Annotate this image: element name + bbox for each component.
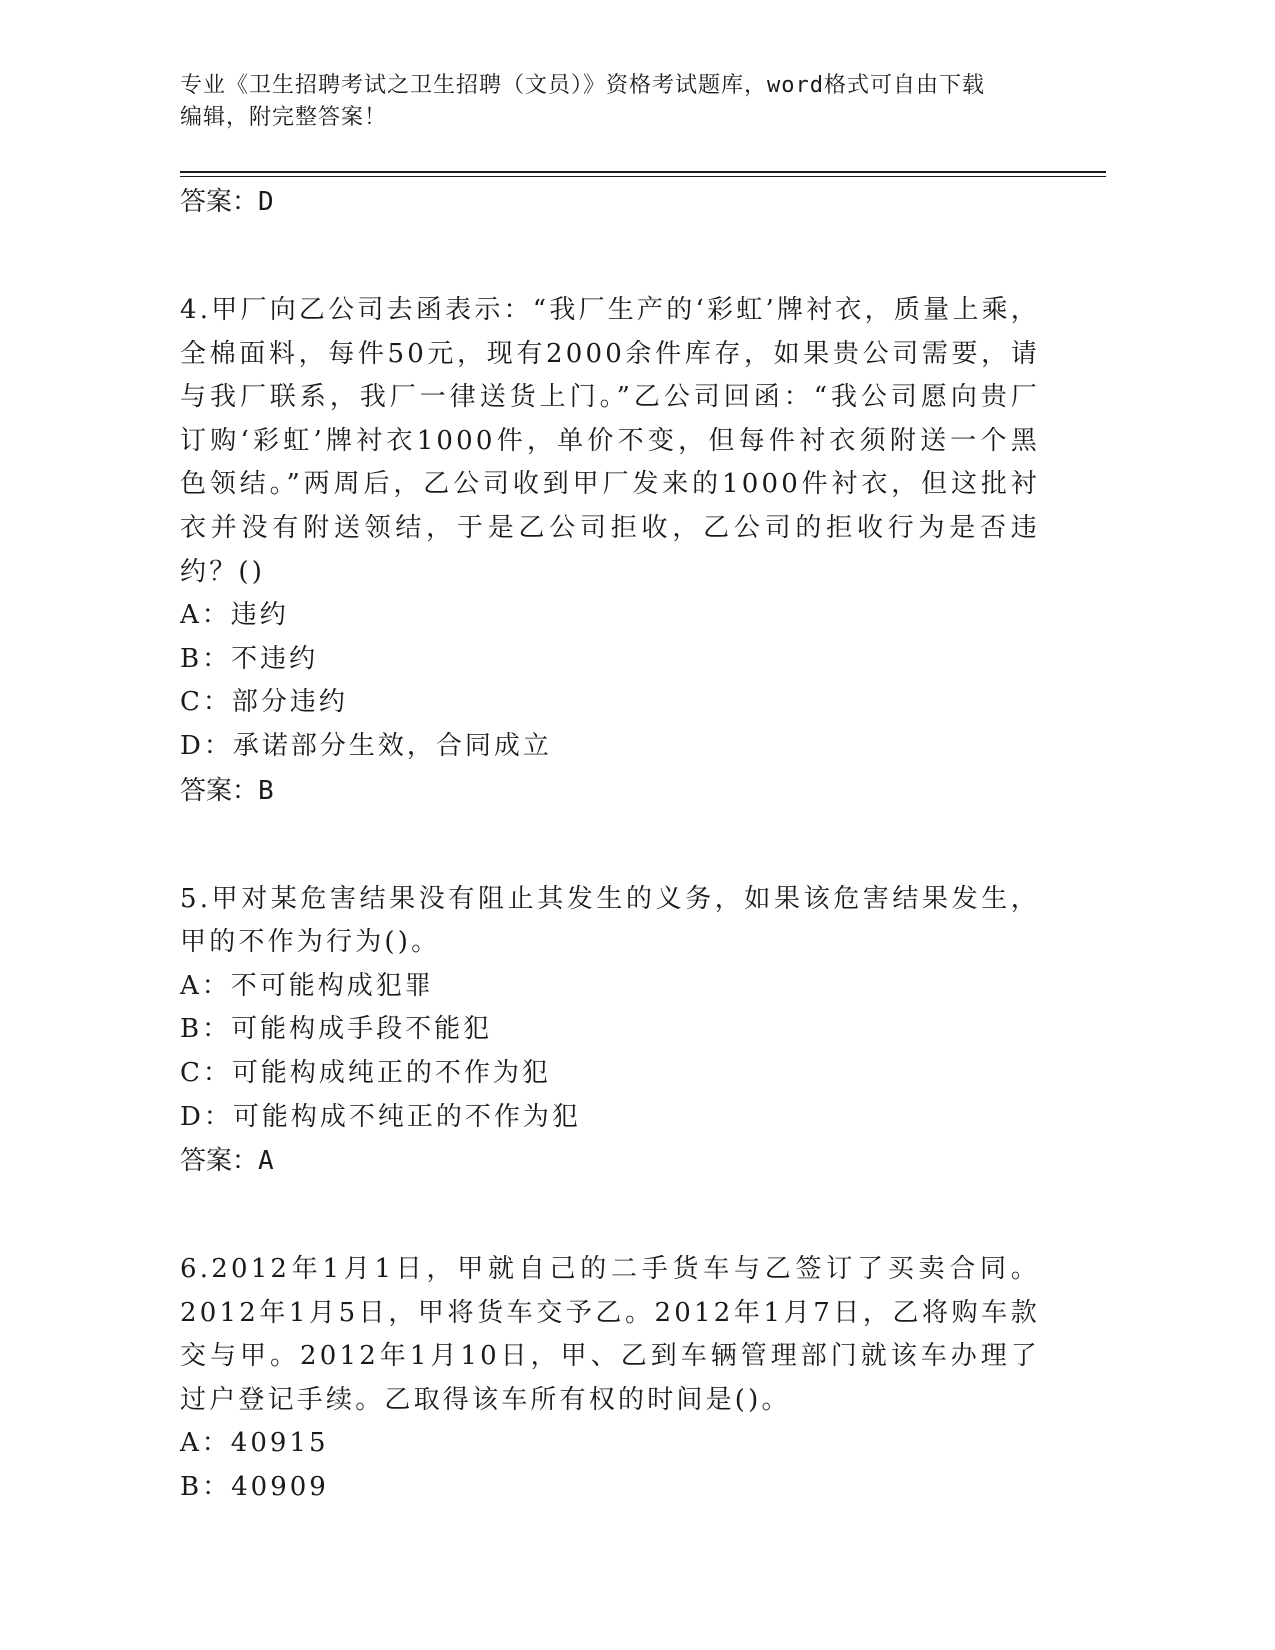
header-line-2: 编辑，附完整答案！ bbox=[180, 105, 388, 130]
question-text-4: 4.甲厂向乙公司去函表示：“我厂生产的‘彩虹’牌衬衣，质量上乘，全棉面料，每件50元，现有2000余件库存，如果贵公司需要，请与我厂联系，我厂一律送货上门。”乙公司回函：“我公司愿向贵厂订购‘彩虹’牌衬衣1000件，单价不变，但每件衬衣须附送一个黑色领结。”两周后，乙公司收到甲厂发来的1000件衬衣，但这批衬衣并没有附送领结，于是乙公司拒收，乙公司的拒收行为是否违约？() bbox=[180, 295, 1040, 587]
header-divider-thick bbox=[180, 171, 1106, 173]
header-divider-thin bbox=[180, 176, 1106, 177]
option-5-c: C：可能构成纯正的不作为犯 bbox=[180, 1057, 551, 1088]
answer-q3: 答案：D bbox=[180, 187, 274, 217]
header-line-1: 专业《卫生招聘考试之卫生招聘（文员）》资格考试题库，word格式可自由下载 bbox=[180, 73, 985, 98]
option-4-a: A：违约 bbox=[180, 600, 289, 631]
option-6-b: B：40909 bbox=[180, 1472, 329, 1503]
answer-q4: 答案：B bbox=[180, 775, 274, 806]
question-block-6 bbox=[180, 1248, 1040, 1510]
question-text-6: 6.2012年1月1日，甲就自己的二手货车与乙签订了买卖合同。2012年1月5日，甲将货车交予乙。2012年1月7日，乙将购车款交与甲。2012年1月10日，甲、乙到车辆管理部门就该车办理了过户登记手续。乙取得该车所有权的时间是()。 bbox=[180, 1254, 1040, 1415]
option-4-d: D：承诺部分生效，合同成立 bbox=[180, 730, 552, 761]
question-block-5 bbox=[180, 878, 1040, 1184]
answer-q5: 答案：A bbox=[180, 1146, 274, 1177]
option-4-c: C：部分违约 bbox=[180, 687, 348, 718]
question-list bbox=[180, 180, 1040, 1510]
option-5-b: B：可能构成手段不能犯 bbox=[180, 1014, 493, 1045]
question-block-4 bbox=[180, 289, 1040, 813]
option-6-a: A：40915 bbox=[180, 1428, 329, 1459]
option-5-d: D：可能构成不纯正的不作为犯 bbox=[180, 1101, 581, 1132]
document-header bbox=[180, 70, 1040, 134]
option-4-b: B：不违约 bbox=[180, 643, 319, 674]
option-5-a: A：不可能构成犯罪 bbox=[180, 970, 434, 1001]
question-text-5: 5.甲对某危害结果没有阻止其发生的义务，如果该危害结果发生，甲的不作为行为()。 bbox=[180, 883, 1040, 958]
